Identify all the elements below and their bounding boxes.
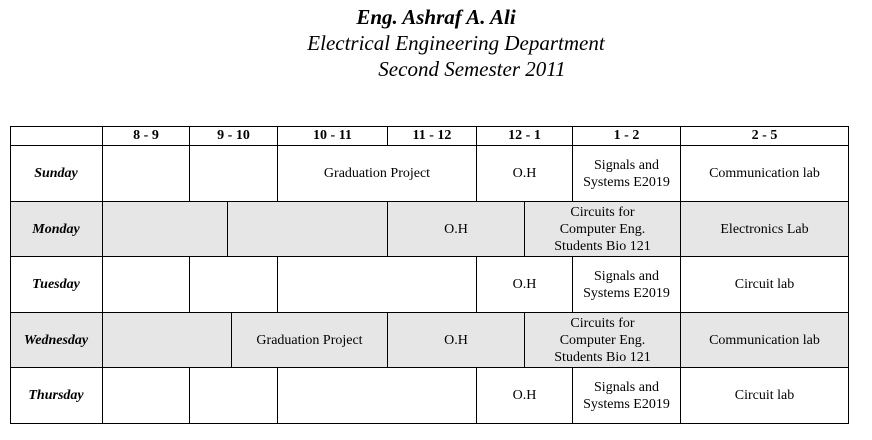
empty-slot <box>103 368 190 424</box>
empty-slot <box>190 257 278 313</box>
electronics-lab-slot: Electronics Lab <box>681 202 849 257</box>
office-hours-slot: O.H <box>477 146 573 202</box>
instructor-name: Eng. Ashraf A. Ali <box>356 5 516 29</box>
office-hours-slot: O.H <box>477 368 573 424</box>
circuit-lab-slot: Circuit lab <box>681 368 849 424</box>
empty-slot <box>103 257 190 313</box>
empty-slot <box>103 202 228 257</box>
signals-slot: Signals and Systems E2019 <box>573 146 681 202</box>
empty-slot <box>190 146 278 202</box>
day-label: Sunday <box>10 146 103 202</box>
time-header: 1 - 2 <box>573 126 681 146</box>
office-hours-slot: O.H <box>477 257 573 313</box>
day-label: Thursday <box>10 368 103 424</box>
circuits-slot: Circuits for Computer Eng. Students Bio 121 <box>525 313 681 368</box>
empty-slot <box>278 257 477 313</box>
day-label: Wednesday <box>10 313 103 368</box>
empty-slot <box>103 313 232 368</box>
semester-title: Second Semester 2011 <box>378 57 566 81</box>
time-header: 8 - 9 <box>103 126 190 146</box>
department-title: Electrical Engineering Department <box>307 31 605 55</box>
empty-slot <box>190 368 278 424</box>
day-label: Tuesday <box>10 257 103 313</box>
time-header: 11 - 12 <box>388 126 477 146</box>
empty-slot <box>278 368 477 424</box>
graduation-project-slot: Graduation Project <box>278 146 477 202</box>
schedule-table <box>10 126 849 424</box>
time-header: 2 - 5 <box>681 126 849 146</box>
signals-slot: Signals and Systems E2019 <box>573 257 681 313</box>
circuits-slot: Circuits for Computer Eng. Students Bio 121 <box>525 202 681 257</box>
schedule-header <box>0 4 872 82</box>
graduation-project-slot: Graduation Project <box>232 313 388 368</box>
office-hours-slot: O.H <box>388 313 525 368</box>
time-header: 10 - 11 <box>278 126 388 146</box>
signals-slot: Signals and Systems E2019 <box>573 368 681 424</box>
empty-slot <box>228 202 388 257</box>
communication-lab-slot: Communication lab <box>681 313 849 368</box>
empty-slot <box>103 146 190 202</box>
corner-cell <box>10 126 103 146</box>
office-hours-slot: O.H <box>388 202 525 257</box>
circuit-lab-slot: Circuit lab <box>681 257 849 313</box>
time-header: 12 - 1 <box>477 126 573 146</box>
day-label: Monday <box>10 202 103 257</box>
communication-lab-slot: Communication lab <box>681 146 849 202</box>
time-header: 9 - 10 <box>190 126 278 146</box>
